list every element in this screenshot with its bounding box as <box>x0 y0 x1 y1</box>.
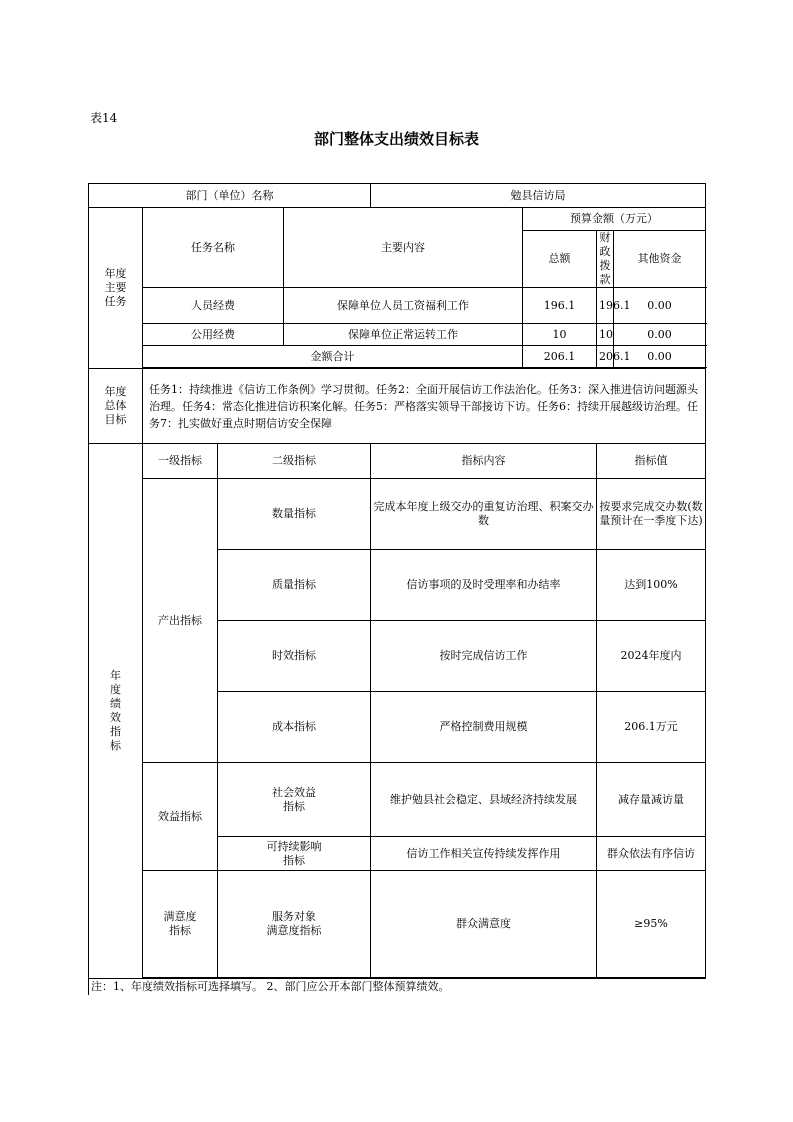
indicator-value-cell: 达到100% <box>597 550 706 621</box>
task-other-cell: 0.00 <box>614 288 706 324</box>
table-row <box>89 871 706 978</box>
level1-header: 一级指标 <box>143 444 218 479</box>
sum-row <box>89 346 706 368</box>
output-indicator-label: 产出指标 <box>143 479 218 763</box>
indicator-value-cell: 按要求完成交办数(数量预计在一季度下达) <box>597 479 706 550</box>
dept-value: 勉县信访局 <box>371 184 706 208</box>
level2-cell: 服务对象 满意度指标 <box>218 871 371 978</box>
satisfaction-indicator-label: 满意度 指标 <box>143 871 218 978</box>
overall-goal-label: 年度 总体 目标 <box>89 369 143 444</box>
other-funds-header: 其他资金 <box>614 231 706 288</box>
level2-cell: 社会效益 指标 <box>218 763 371 837</box>
level2-cell: 数量指标 <box>218 479 371 550</box>
page-title: 部门整体支出绩效目标表 <box>313 130 479 148</box>
table-number-label: 表14 <box>90 111 118 125</box>
indicator-content-cell: 维护勉县社会稳定、县域经济持续发展 <box>371 763 597 837</box>
performance-target-table <box>88 183 706 995</box>
indicator-content-cell: 严格控制费用规模 <box>371 692 597 763</box>
task-content-cell: 保障单位正常运转工作 <box>284 324 523 346</box>
budget-header: 预算金额（万元） <box>523 208 706 231</box>
main-content-header: 主要内容 <box>284 208 523 288</box>
indicator-content-header: 指标内容 <box>371 444 597 479</box>
indicator-value-cell: 2024年度内 <box>597 621 706 692</box>
sum-fiscal: 206.1 <box>597 346 614 368</box>
task-name-cell: 公用经费 <box>143 324 284 346</box>
sum-other: 0.00 <box>614 346 706 368</box>
indicator-content-cell: 信访工作相关宣传持续发挥作用 <box>371 837 597 871</box>
level2-cell: 可持续影响 指标 <box>218 837 371 871</box>
table-row <box>89 324 706 346</box>
total-header: 总额 <box>523 231 597 288</box>
performance-indicators-label: 年 度 绩 效 指 标 <box>89 444 143 979</box>
indicator-content-cell: 群众满意度 <box>371 871 597 978</box>
sum-label: 金额合计 <box>143 346 523 368</box>
overall-goal-text: 任务1：持续推进《信访工作条例》学习贯彻。任务2：全面开展信访工作法治化。任务3：深入推进信访问题源头治理。任务4：常态化推进信访积案化解。任务5：严格落实领导干部接访下访。任务6：持续开展越级访治理。任务7：扎实做好重点时期信访安全保障 <box>143 369 706 444</box>
indicator-value-cell: 减存量减访量 <box>597 763 706 837</box>
task-other-cell: 0.00 <box>614 324 706 346</box>
footnote: 注：1、年度绩效指标可选择填写。 2、部门应公开本部门整体预算绩效。 <box>89 979 706 995</box>
indicator-value-cell: 206.1万元 <box>597 692 706 763</box>
indicator-content-cell: 信访事项的及时受理率和办结率 <box>371 550 597 621</box>
task-name-cell: 人员经费 <box>143 288 284 324</box>
table-row <box>89 479 706 550</box>
dept-label: 部门（单位）名称 <box>89 184 371 208</box>
level2-cell: 成本指标 <box>218 692 371 763</box>
task-fiscal-cell: 10 <box>597 324 614 346</box>
fiscal-header: 财政拨款 <box>597 231 614 288</box>
annual-tasks-label: 年度 主要 任务 <box>89 208 143 369</box>
level2-header: 二级指标 <box>218 444 371 479</box>
indicator-content-cell: 按时完成信访工作 <box>371 621 597 692</box>
task-name-header: 任务名称 <box>143 208 284 288</box>
task-total-cell: 10 <box>523 324 597 346</box>
indicator-content-cell: 完成本年度上级交办的重复访治理、积案交办数 <box>371 479 597 550</box>
task-total-cell: 196.1 <box>523 288 597 324</box>
level2-cell: 质量指标 <box>218 550 371 621</box>
level2-cell: 时效指标 <box>218 621 371 692</box>
task-fiscal-cell: 196.1 <box>597 288 614 324</box>
indicator-value-cell: ≥95% <box>597 871 706 978</box>
sum-total: 206.1 <box>523 346 597 368</box>
table-row <box>89 763 706 837</box>
benefit-indicator-label: 效益指标 <box>143 763 218 871</box>
indicator-value-header: 指标值 <box>597 444 706 479</box>
task-content-cell: 保障单位人员工资福利工作 <box>284 288 523 324</box>
indicator-value-cell: 群众依法有序信访 <box>597 837 706 871</box>
table-row <box>89 288 706 324</box>
